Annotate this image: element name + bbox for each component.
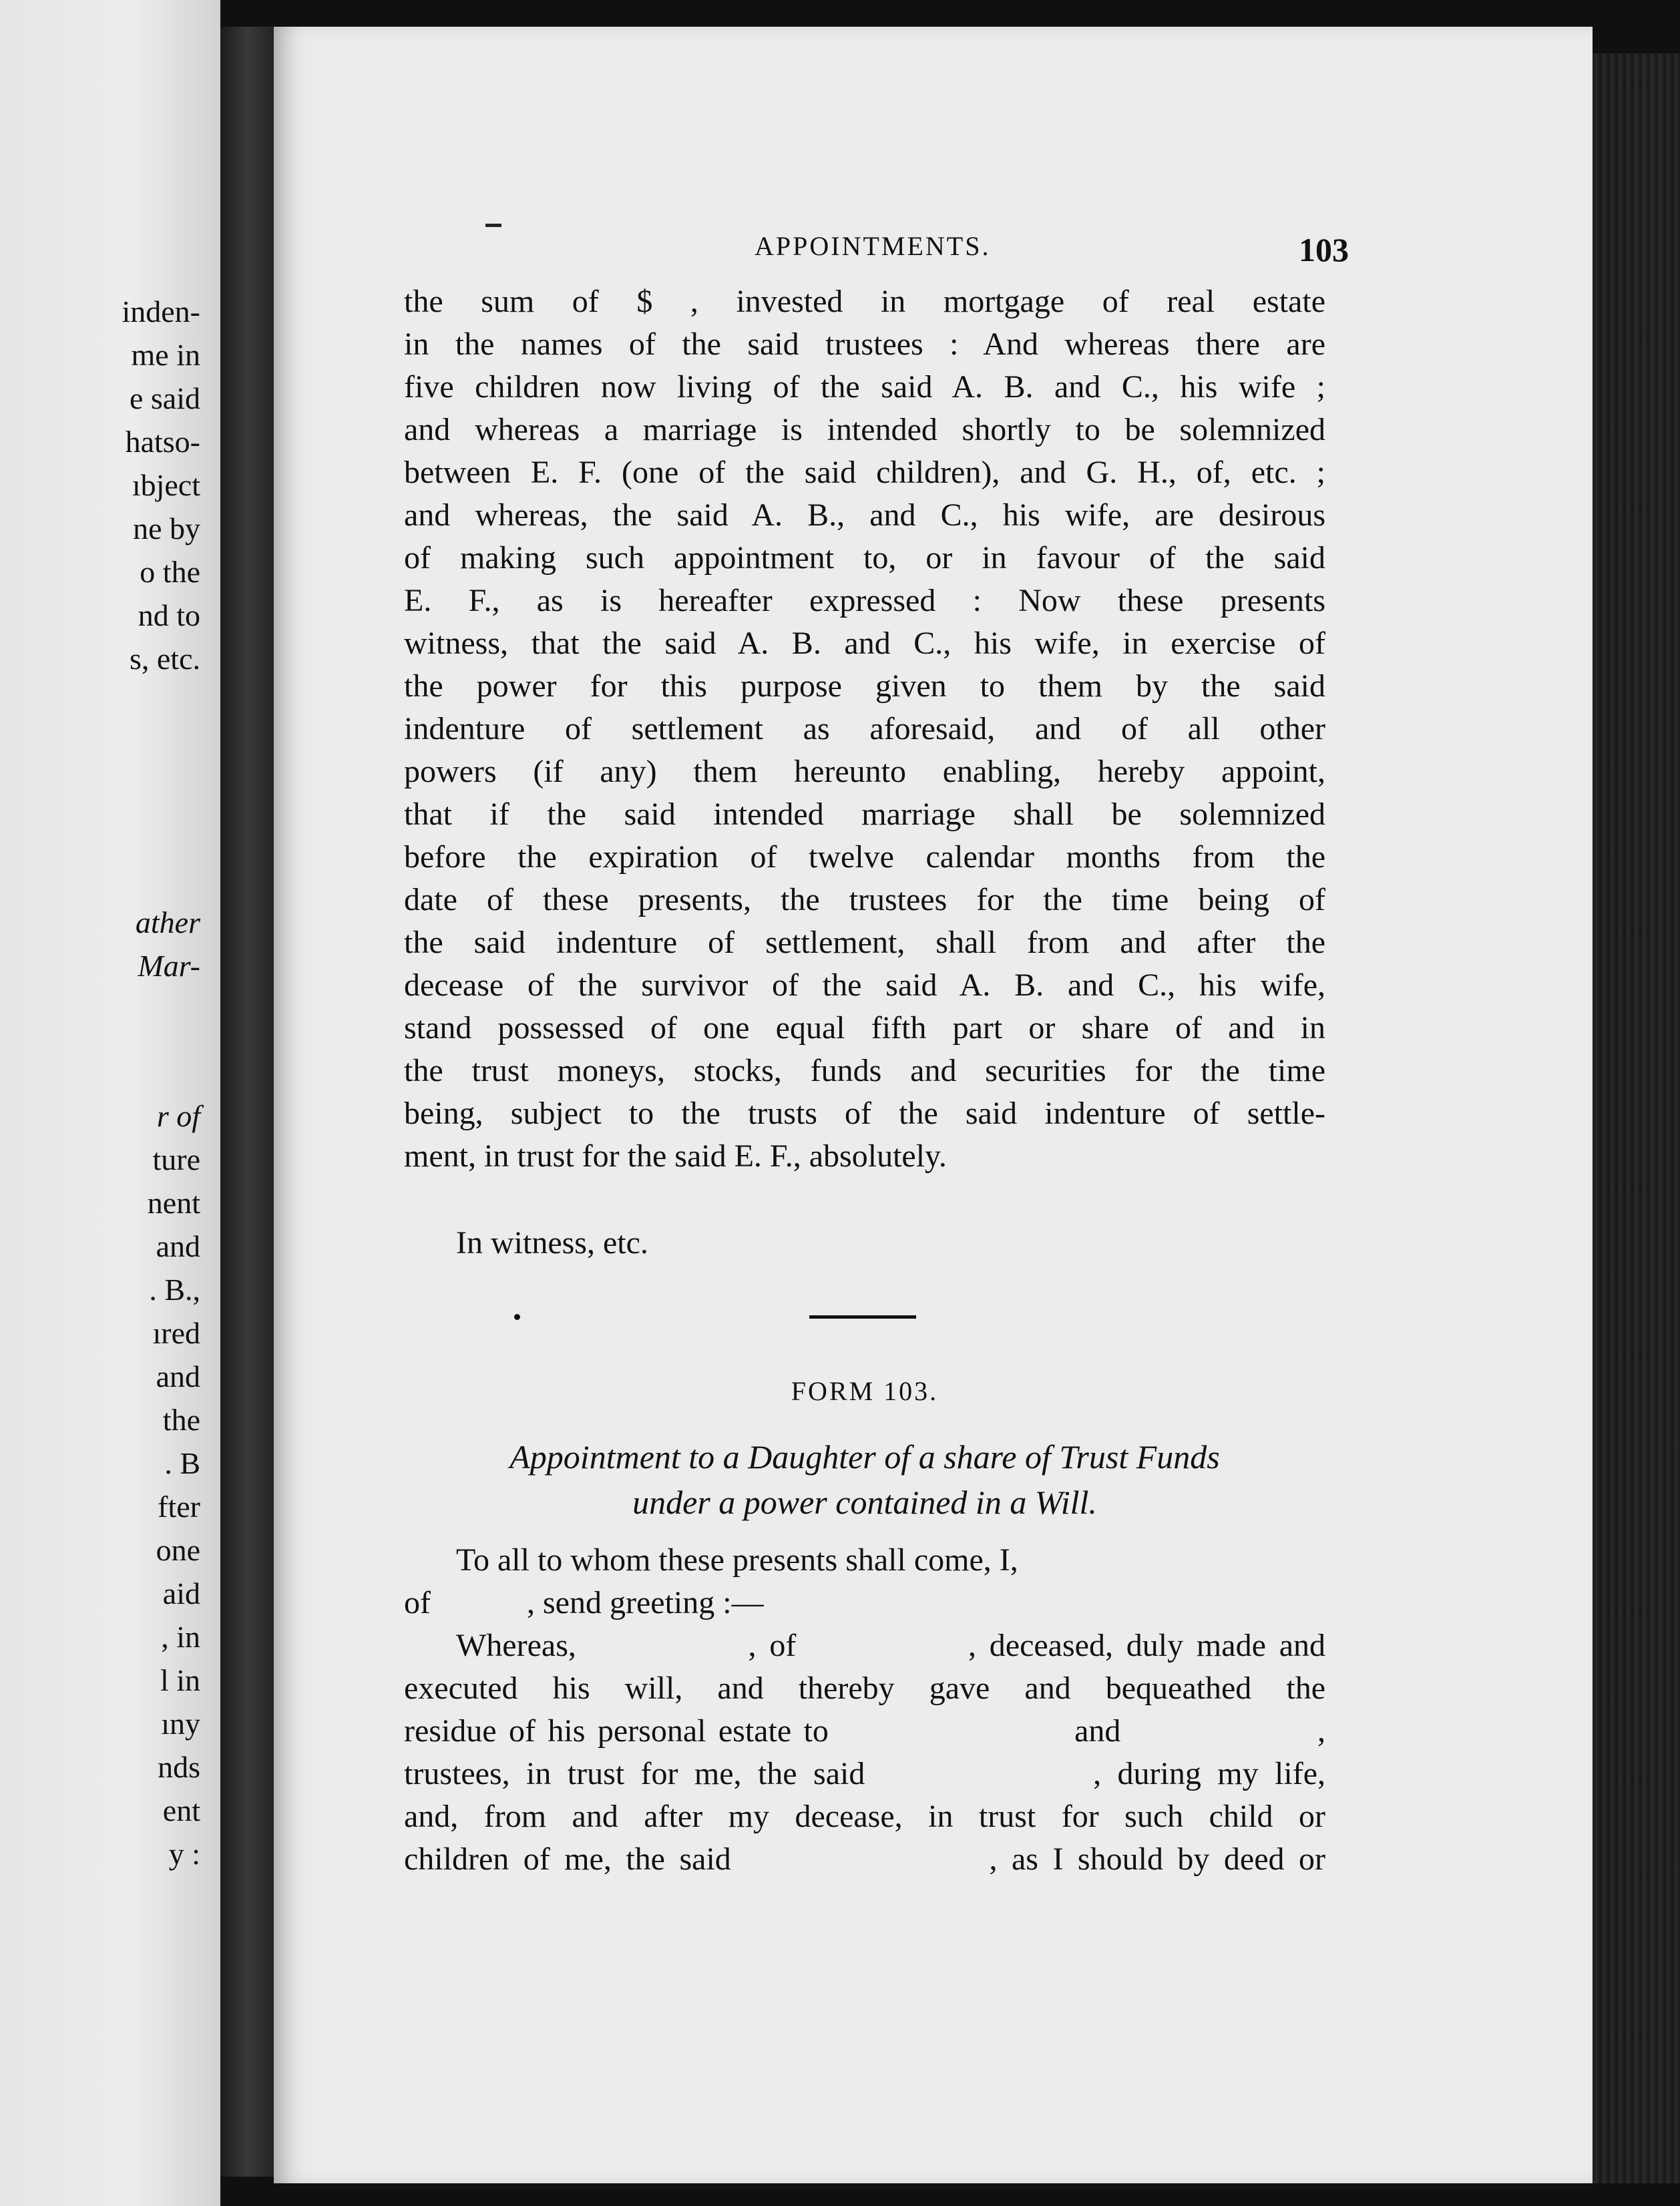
left-page-text-fragment: nent [147, 1186, 200, 1220]
paragraph-line: decease of the survivor of the said A. B. and C., his wife, [404, 967, 1325, 1003]
page-number: 103 [1299, 231, 1349, 268]
left-page-text-fragment: ıbject [132, 468, 200, 502]
paragraph-line: stand possessed of one equal fifth part or share of and in [404, 1010, 1325, 1046]
left-page-text-fragment: e said [129, 381, 200, 415]
left-page-text-fragment: ture [152, 1142, 200, 1176]
header-mark [485, 224, 501, 227]
form-subtitle [404, 1434, 1325, 1525]
paragraph-line: that if the said intended marriage shall be solemnized [404, 797, 1325, 832]
paragraph-line: witness, that the said A. B. and C., his wife, in exercise of [404, 626, 1325, 661]
paragraph-line: of making such appointment to, or in favour of the said [404, 540, 1325, 576]
left-page-text-fragment: Mar- [138, 949, 200, 983]
left-page-text-fragment: nds [158, 1750, 200, 1784]
form-line: To all to whom these presents shall come, I, [456, 1542, 1018, 1578]
left-page-text-fragment: ıred [152, 1316, 200, 1350]
left-page-text-fragment: the [162, 1403, 200, 1437]
paragraph-line: the trust moneys, stocks, funds and securities for the time [404, 1053, 1325, 1088]
running-title: APPOINTMENTS. [755, 231, 991, 261]
form-body [404, 1539, 1325, 1881]
left-page-text-fragment: ıny [161, 1707, 200, 1741]
left-page-text-fragment: r of [156, 1099, 200, 1133]
paragraph-line: powers (if any) them hereunto enabling, hereby appoint, [404, 754, 1325, 789]
left-page-text-fragment: s, etc. [129, 642, 200, 676]
book-gutter [220, 27, 280, 2177]
left-page-text-fragment: hatso- [125, 425, 200, 459]
left-page-text-fragment: one [156, 1533, 200, 1567]
paragraph-line: five children now living of the said A. B. and C., his wife ; [404, 369, 1325, 405]
witness-line: In witness, etc. [456, 1225, 648, 1261]
page-edge-stack [1593, 53, 1680, 2183]
paragraph-line: ment, in trust for the said E. F., absolutely. [404, 1138, 947, 1174]
paragraph-line: date of these presents, the trustees for the time being of [404, 882, 1325, 917]
left-page-text-fragment: , in [161, 1620, 200, 1654]
paragraph-line: and whereas a marriage is intended shortly to be solemnized [404, 412, 1325, 447]
form-line: executed his will, and thereby gave and bequeathed the [404, 1671, 1325, 1706]
left-page-text-fragment: . B., [149, 1273, 200, 1307]
left-page-text-fragment: inden- [122, 294, 200, 328]
paragraph-line: in the names of the said trustees : And whereas there are [404, 326, 1325, 362]
form-line: trustees, in trust for me, the said , during my life, [404, 1756, 1325, 1791]
left-page-text-fragment: aid [162, 1576, 200, 1610]
left-page-text-fragment: y : [168, 1837, 200, 1871]
paragraph-line: indenture of settlement as aforesaid, and of all other [404, 711, 1325, 746]
left-page-text-fragment: o the [140, 555, 200, 589]
paragraph-line: the said indenture of settlement, shall from and after the [404, 925, 1325, 960]
paragraph-line: being, subject to the trusts of the said indenture of settle- [404, 1096, 1325, 1131]
form-line: Whereas, , of , deceased, duly made and [456, 1628, 1325, 1663]
form-title: FORM 103. [791, 1376, 939, 1406]
left-page-text-fragment: ent [162, 1793, 200, 1827]
form-subtitle-line: under a power contained in a Will. [632, 1484, 1097, 1521]
paragraph-line: E. F., as is hereafter expressed : Now these presents [404, 583, 1325, 618]
left-page-text-fragment: . B [164, 1446, 200, 1480]
stray-mark [514, 1314, 520, 1320]
paragraph-line: the sum of $ , invested in mortgage of real estate [404, 284, 1325, 319]
paragraph-line: between E. F. (one of the said children), and G. H., of, etc. ; [404, 455, 1325, 490]
left-page-text-fragment: fter [158, 1490, 200, 1524]
left-page-text-fragment: and [156, 1229, 200, 1263]
form-line: and, from and after my decease, in trust for such child or [404, 1799, 1325, 1834]
section-rule [809, 1315, 916, 1319]
left-facing-page [0, 0, 220, 2206]
form-line: of , send greeting :— [404, 1585, 764, 1620]
left-page-text-fragment: ne by [133, 511, 200, 545]
form-subtitle-line: Appointment to a Daughter of a share of Trust Funds [509, 1438, 1220, 1476]
left-page-text-fragment: ather [135, 905, 200, 939]
form-line: residue of his personal estate to and , [404, 1713, 1325, 1749]
paragraph-line: the power for this purpose given to them by the said [404, 668, 1325, 704]
left-page-text-fragment: and [156, 1359, 200, 1393]
left-page-text-fragment: l in [160, 1663, 200, 1697]
left-page-text-fragment: nd to [138, 598, 200, 632]
left-page-text-fragment: me in [131, 338, 200, 372]
form-line: children of me, the said , as I should by deed or [404, 1841, 1325, 1877]
witness-block [404, 1222, 1325, 1265]
paragraph-line: before the expiration of twelve calendar months from the [404, 839, 1325, 875]
paragraph-line: and whereas, the said A. B., and C., his wife, are desirous [404, 497, 1325, 533]
appointment-paragraph [404, 280, 1325, 1178]
